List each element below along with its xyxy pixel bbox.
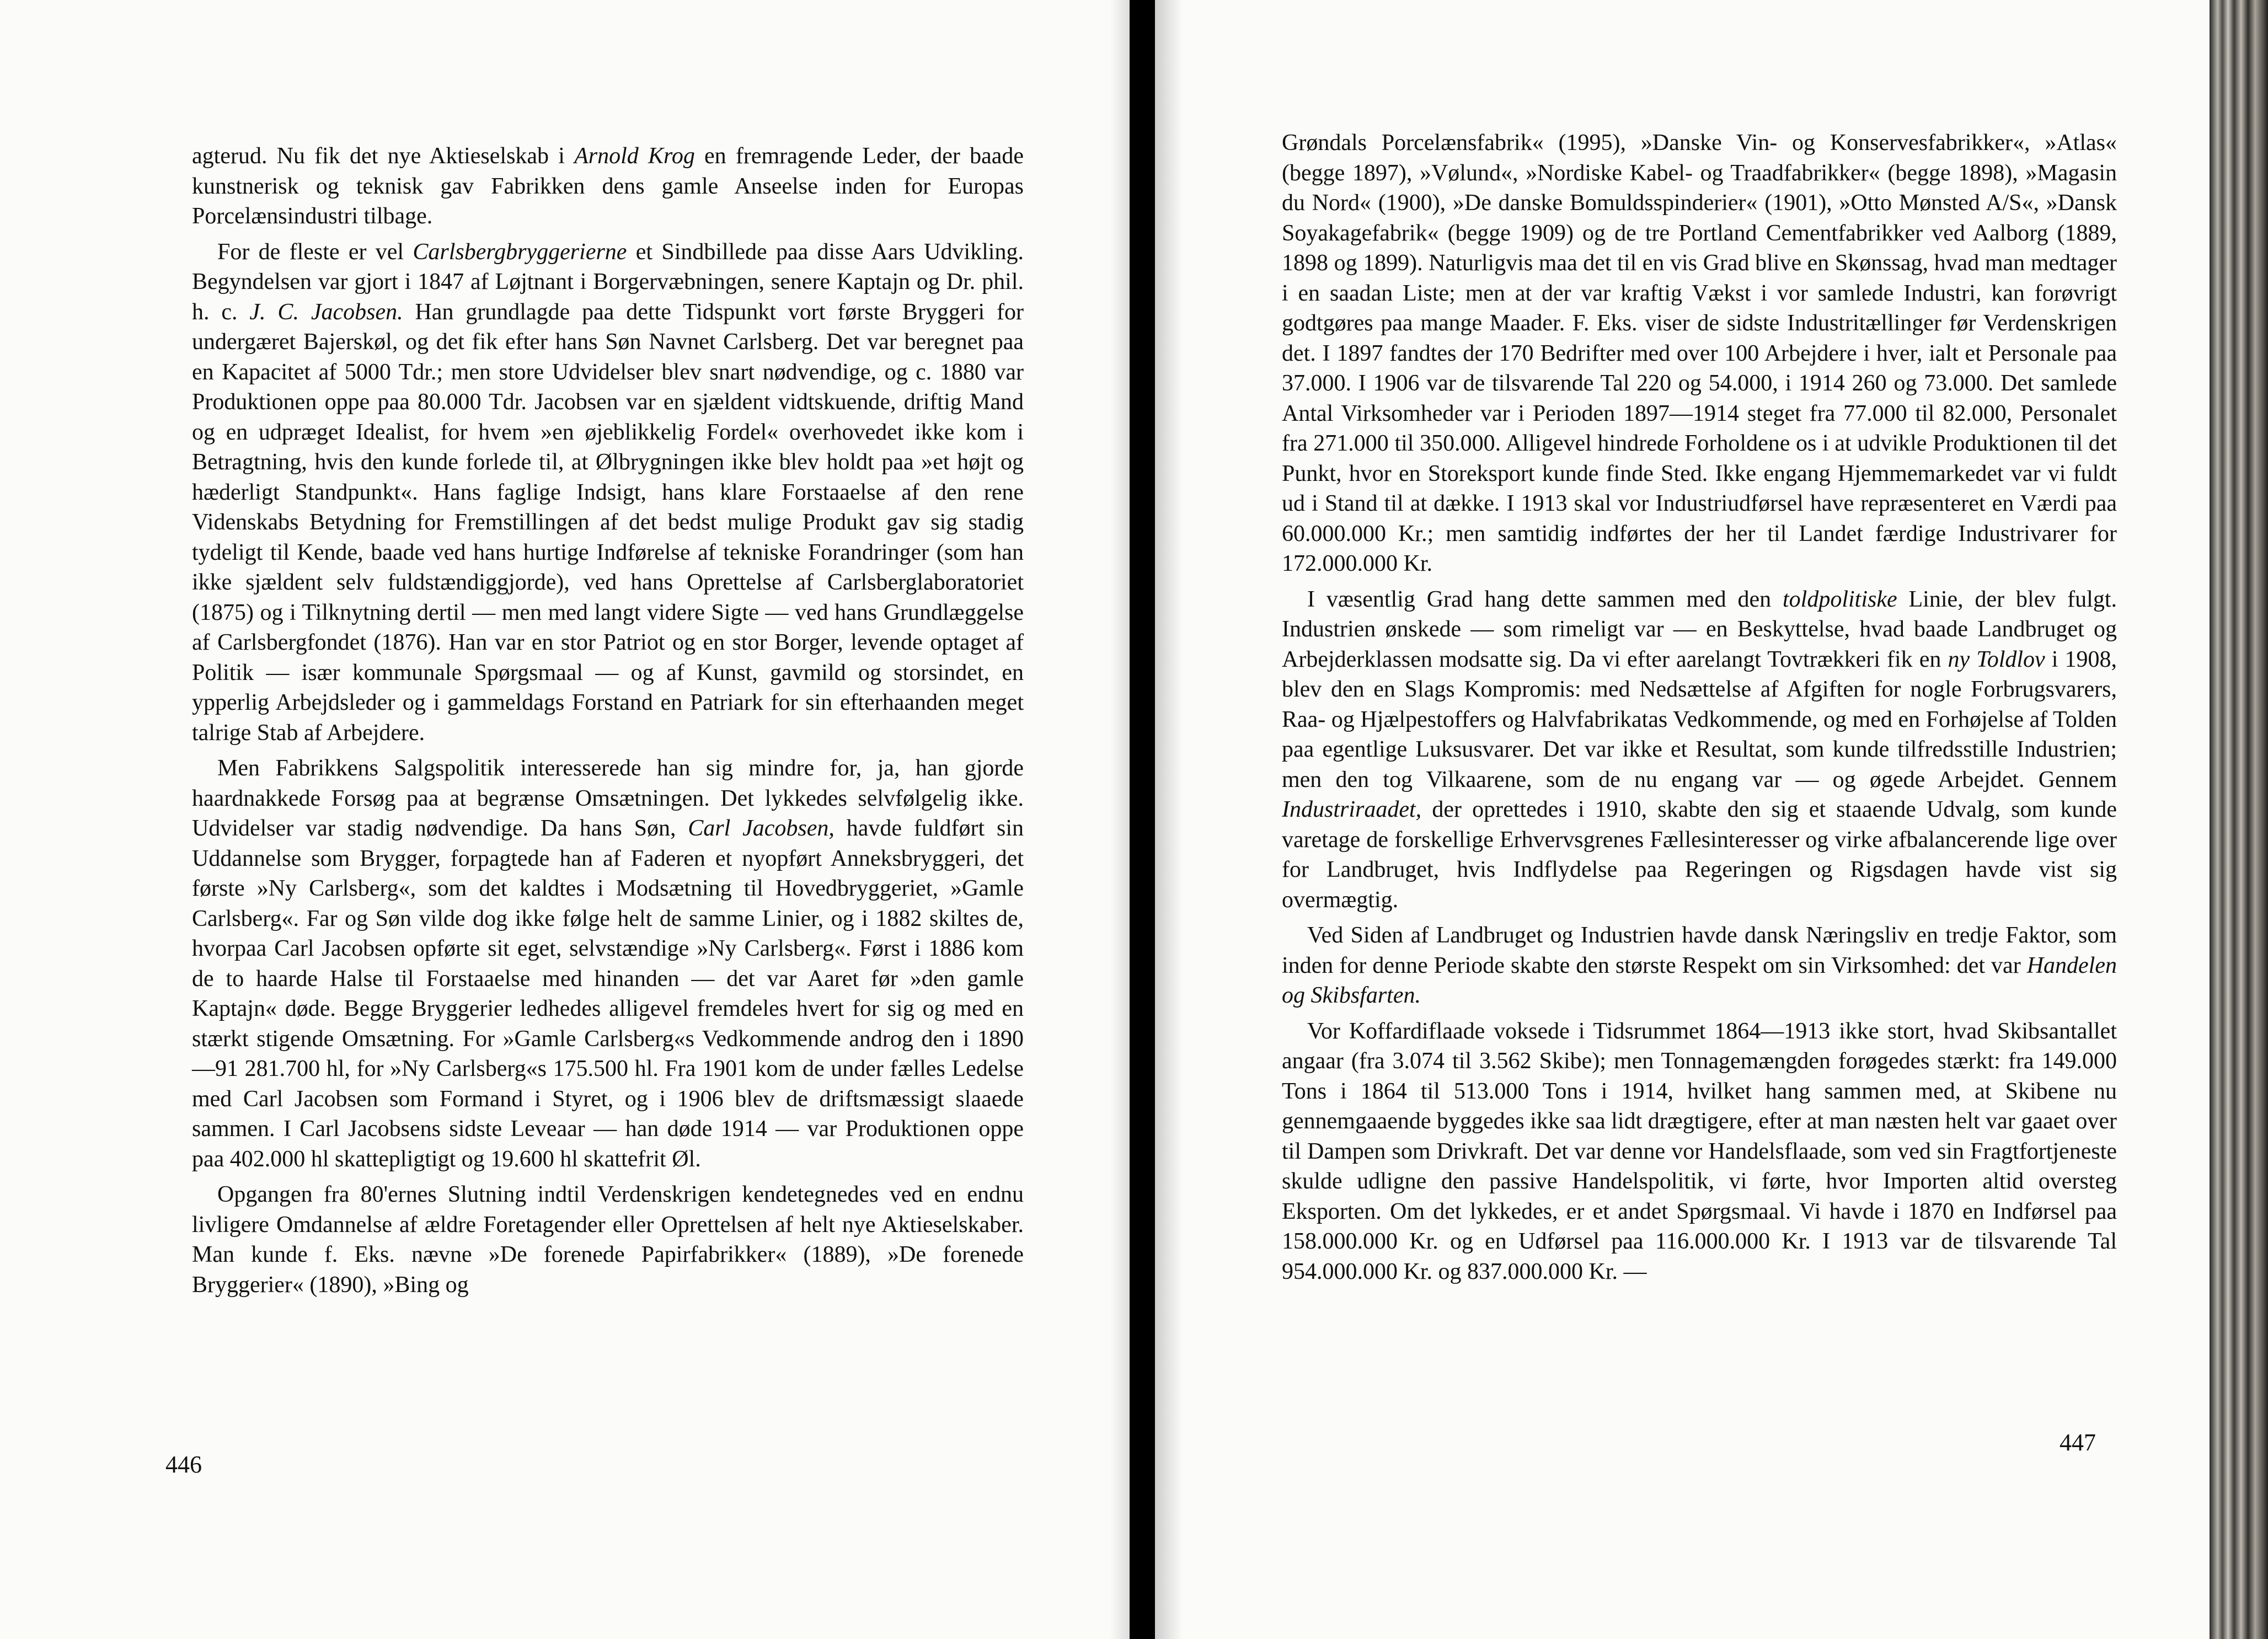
text-run: Han grundlagde paa dette Tidspunkt vort første Bryggeri for undergæret Bajerskøl, og det fik efter hans Søn Navnet Carlsberg. Det var beregnet paa en Kapacitet af 5000 Tdr.; men store Udvidelser blev snart nødvendige, og c. 1880 var Produktionen oppe paa 80.000 Tdr. Jacobsen var en sjældent vidtskuende, driftig Mand og en udpræget Idealist, for hvem »en øjeblikkelig Fordel« overhovedet ikke kom i Betragtning, hvis den kunde forlede til, at Ølbrygningen ikke blev holdt paa »et højt og hæderligt Standpunkt«. Hans faglige Indsigt, hans klare Forstaaelse af den rene Videnskabs Betydning for Fremstillingen af det bedst mulige Produkt gav sig stadig tydeligt til Kende, baade ved hans hurtige Indførelse af tekniske Forandringer (som han ikke sjældent selv fuldstændiggjorde), ved hans Oprettelse af Carlsberglaboratoriet (1875) og i Tilknytning dertil — men med langt videre Sigte — ved hans Grundlæggelse af Carlsbergfondet (1876). Han var en stor Patriot og en stor Borger, levende optaget af Politik — især kommunale Spørgsmaal — og af Kunst, gavmild og storsindet, en ypperlig Arbejdsleder og i gammeldags Forstand en Patriark for sin efterhaanden meget talrige Stab af Arbejdere.: [192, 299, 1024, 746]
right-page: [1155, 0, 2210, 1639]
paragraph: [192, 237, 1024, 748]
text-run: havde fuldført sin Uddannelse som Brygger, forpagtede han af Faderen et nyopført Anneksbryggeri, det første »Ny Carlsberg«, som det kaldtes i Modsætning til Hovedbryggeriet, »Gamle Carlsberg«. Far og Søn vilde dog ikke følge helt de samme Linier, og i 1882 skiltes de, hvorpaa Carl Jacobsen opførte sit eget, selvstændige »Ny Carlsberg«. Først i 1886 kom de to haarde Halse til Forstaaelse med hinanden — det var Aaret før »den gamle Kaptajn« døde. Begge Bryggerier ledhedes alligevel fremdeles hvert for sig og med en stærkt stigende Omsætning. For »Gamle Carlsberg«s Vedkommende androg den i 1890—91 281.700 hl, for »Ny Carlsberg«s 175.500 hl. Fra 1901 kom de under fælles Ledelse med Carl Jacobsen som Formand i Styret, og i 1906 blev de driftsmæssigt slaaede sammen. I Carl Jacobsens sidste Leveaar — han døde 1914 — var Produktionen oppe paa 402.000 hl skattepligtigt og 19.600 hl skattefrit Øl.: [192, 816, 1024, 1172]
text-run: en fremragende Leder, der baade kunstnerisk og teknisk gav Fabrikken dens gamle Anseelse inden for Europas Porcelænsindustri tilbage.: [192, 143, 1024, 229]
paragraph: [1282, 585, 2117, 915]
italic-run: Industriraadet,: [1282, 797, 1422, 822]
text-run: Ved Siden af Landbruget og Industrien havde dansk Næringsliv en tredje Faktor, som inden for denne Periode skabte den største Respekt om sin Virksomhed: det var: [1282, 923, 2117, 978]
text-run: agterud. Nu fik det nye Aktieselskab i: [192, 143, 575, 169]
italic-run: Handelen og Skibsfarten.: [1282, 952, 2117, 1008]
paragraph: [192, 1180, 1024, 1300]
italic-run: toldpolitiske: [1783, 586, 1897, 612]
book-fore-edge: [2210, 0, 2268, 1639]
italic-run: Arnold Krog: [574, 143, 695, 169]
page-number-right: 447: [2060, 1429, 2096, 1456]
italic-run: J. C. Jacobsen.: [249, 299, 403, 325]
left-page: [0, 0, 1130, 1639]
text-run: i 1908, blev den en Slags Kompromis: med Nedsættelse af Afgiften for nogle Forbrugsvarers, Raa- og Hjælpestoffers og Halvfabrikatas Vedkommende, og med en Forhøjelse af Tolden paa egentlige Luksusvarer. Det var ikke et Resultat, som kunde tilfredsstille Industrien; men den tog Vilkaarene, som de nu engang var — og øgede Arbejdet. Gennem: [1282, 646, 2117, 792]
spine-shadow: [1155, 0, 1183, 1639]
text-run: Opgangen fra 80'ernes Slutning indtil Verdenskrigen kendetegnedes ved en endnu livligere Omdannelse af ældre Foretagender eller Oprettelsen af helt nye Aktieselskaber. Man kunde f. Eks. nævne »De forenede Papirfabrikker« (1889), »De forenede Bryggerier« (1890), »Bing og: [192, 1182, 1024, 1298]
paragraph: [192, 753, 1024, 1174]
text-run: Grøndals Porcelænsfabrik« (1995), »Danske Vin- og Konservesfabrikker«, »Atlas« (begge 1897), »Vølund«, »Nordiske Kabel- og Traadfabrikker« (begge 1898), »Magasin du Nord« (1900), »De danske Bomuldsspinderier« (1901), »Otto Mønsted A/S«, »Dansk Soyakagefabrik« (begge 1909) og de tre Portland Cementfabrikker ved Aalborg (1889, 1898 og 1899). Naturligvis maa det til en vis Grad blive en Skønssag, hvad man medtager i en saadan Liste; men at der var kraftig Vækst i vor samlede Industri, kan forøvrigt godtgøres paa mange Maader. F. Eks. viser de sidste Industritællinger før Verdenskrigen det. I 1897 fandtes der 170 Bedrifter med over 100 Arbejdere i hver, ialt et Personale paa 37.000. I 1906 var de tilsvarende Tal 220 og 54.000, i 1914 260 og 73.000. Det samlede Antal Virksomheder var i Perioden 1897—1914 steget fra 77.000 til 82.000, Personalet fra 271.000 til 350.000. Alligevel hindrede Forholdene os i at udvikle Produktionen til det Punkt, hvor en Storeksport kunde finde Sted. Ikke engang Hjemmemarkedet var vi fuldt ud i Stand til at dække. I 1913 skal vor Industriudførsel have repræsenteret en Værdi paa 60.000.000 Kr.; men samtidig indførtes der her til Landet færdige Industrivarer for 172.000.000 Kr.: [1282, 130, 2117, 576]
page-number-left: 446: [165, 1451, 202, 1478]
text-run: Linie, der blev fulgt. Industrien ønskede — som rimeligt var — en Beskyttelse, hvad baade Landbruget og Arbejderklassen modsatte sig. Da vi efter aarelangt Tovtrækkeri fik en: [1282, 586, 2117, 672]
left-page-text: [192, 141, 1024, 1300]
spine-shadow: [1110, 0, 1130, 1639]
paragraph: [192, 141, 1024, 232]
right-page-text: [1282, 128, 2117, 1287]
paragraph: [1282, 1016, 2117, 1287]
text-run: der oprettedes i 1910, skabte den sig et staaende Udvalg, som kunde varetage de forskellige Erhvervsgrenes Fællesinteresser og virke afbalancerende lige over for Landbruget, hvis Indflydelse paa Regeringen og Rigsdagen havde vist sig overmægtig.: [1282, 797, 2117, 913]
text-run: For de fleste er vel: [217, 239, 413, 265]
text-run: I væsentlig Grad hang dette sammen med den: [1307, 586, 1783, 612]
text-run: Men Fabrikkens Salgspolitik interesserede han sig mindre for, ja, han gjorde haardnakkede Forsøg paa at begrænse Omsætningen. Det lykkedes selvfølgelig ikke. Udvidelser var stadig nødvendige. Da hans Søn,: [192, 756, 1024, 841]
italic-run: ny Toldlov: [1948, 646, 2045, 672]
text-run: et Sindbillede paa disse Aars Udvikling. Begyndelsen var gjort i 1847 af Løjtnant i Borgervæbningen, senere Kaptajn og Dr. phil. h. c.: [192, 239, 1024, 325]
italic-run: Carlsbergbryggerierne: [413, 239, 627, 265]
italic-run: Carl Jacobsen,: [688, 816, 835, 841]
paragraph: [1282, 920, 2117, 1011]
text-run: Vor Koffardiflaade voksede i Tidsrummet 1864—1913 ikke stort, hvad Skibsantallet angaar (fra 3.074 til 3.562 Skibe); men Tonnagemængden forøgedes stærkt: fra 149.000 Tons i 1864 til 513.000 Tons i 1914, hvilket hang sammen med, at Skibene nu gennemgaaende byggedes ikke saa lidt drægtigere, efter at man næsten helt var gaaet over til Dampen som Drivkraft. Det var denne vor Handelsflaade, som ved sin Fragtfortjeneste skulde udligne den passive Handelspolitik, vi førte, hvor Importen altid oversteg Eksporten. Om det lykkedes, er et andet Spørgsmaal. Vi havde i 1870 en Indførsel paa 158.000.000 Kr. og en Udførsel paa 116.000.000 Kr. I 1913 var de tilsvarende Tal 954.000.000 Kr. og 837.000.000 Kr. —: [1282, 1018, 2117, 1284]
paragraph: [1282, 128, 2117, 579]
